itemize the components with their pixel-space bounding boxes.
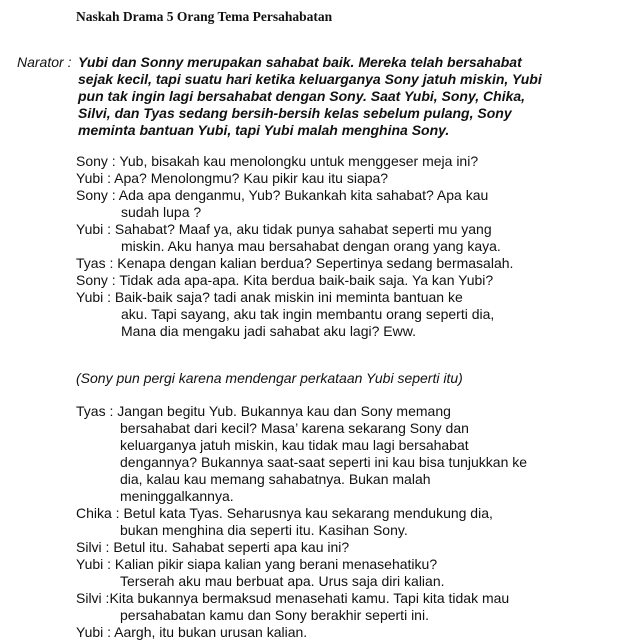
- dialog-line-text: Sony : Yub, bisakah kau menolongku untuk menggeser meja ini?: [76, 153, 479, 169]
- document-title: Naskah Drama 5 Orang Tema Persahabatan: [76, 9, 333, 24]
- dialog-line-text: Sony : Ada apa denganmu, Yub? Bukankah kita sahabat? Apa kau: [76, 187, 489, 203]
- dialog-line: [76, 624, 636, 641]
- dialog-section-2: [76, 403, 636, 641]
- narrator-paragraph: [78, 54, 578, 139]
- dialog-continuation: Terserah aku mau berbuat apa. Urus saja diri kalian.: [120, 573, 445, 589]
- dialog-line-text: Sony : Tidak ada apa-apa. Kita berdua baik-baik saja. Ya kan Yubi?: [76, 272, 494, 288]
- dialog-continuation: bersahabat dari kecil? Masa’ karena sekarang Sony dan: [120, 420, 469, 436]
- dialog-line-text: Chika : Betul kata Tyas. Seharusnya kau sekarang mendukung dia,: [76, 505, 493, 521]
- dialog-continuation: meninggalkannya.: [120, 488, 234, 504]
- dialog-line: [76, 403, 636, 505]
- dialog-line: [76, 505, 636, 539]
- narrator-line: Yubi dan Sonny merupakan sahabat baik. Mereka telah bersahabat: [78, 54, 522, 70]
- stage-direction: (Sony pun pergi karena mendengar perkataan Yubi seperti itu): [76, 370, 463, 386]
- dialog-line-text: Tyas : Kenapa dengan kalian berdua? Sepertinya sedang bermasalah.: [76, 255, 514, 271]
- dialog-line-text: Yubi : Sahabat? Maaf ya, aku tidak punya sahabat seperti mu yang: [76, 221, 492, 237]
- dialog-line-text: Silvi : Betul itu. Sahabat seperti apa kau ini?: [76, 539, 350, 555]
- dialog-line: [76, 590, 636, 624]
- dialog-line: [76, 289, 636, 340]
- dialog-continuation: keluarganya jatuh miskin, kau tidak mau lagi bersahabat: [120, 437, 469, 453]
- narrator-line: sejak kecil, tapi suatu hari ketika keluarganya Sony jatuh miskin, Yubi: [78, 71, 542, 87]
- dialog-continuation: dia, kalau kau memang sahabatnya. Bukan malah: [120, 471, 431, 487]
- dialog-line: [76, 187, 636, 221]
- dialog-line: [76, 556, 636, 590]
- dialog-line: [76, 272, 636, 289]
- dialog-line-text: Yubi : Aargh, itu bukan urusan kalian.: [76, 624, 308, 640]
- narrator-line: Silvi, dan Tyas sedang bersih-bersih kelas sebelum pulang, Sony: [78, 105, 512, 121]
- dialog-line: [76, 539, 636, 556]
- dialog-continuation: aku. Tapi sayang, aku tak ingin membantu orang seperti dia,: [121, 306, 495, 322]
- dialog-section-1: [76, 153, 636, 340]
- dialog-line-text: Tyas : Jangan begitu Yub. Bukannya kau dan Sony memang: [76, 403, 451, 419]
- dialog-line: [76, 153, 636, 170]
- dialog-continuation: bukan menghina dia seperti itu. Kasihan Sony.: [120, 522, 408, 538]
- dialog-continuation: sudah lupa ?: [121, 204, 202, 220]
- dialog-line-text: Yubi : Baik-baik saja? tadi anak miskin ini meminta bantuan ke: [76, 289, 463, 305]
- dialog-line: [76, 221, 636, 255]
- dialog-line-text: Yubi : Apa? Menolongmu? Kau pikir kau itu siapa?: [76, 170, 389, 186]
- dialog-continuation: miskin. Aku hanya mau bersahabat dengan orang yang kaya.: [121, 238, 501, 254]
- dialog-line-text: Yubi : Kalian pikir siapa kalian yang berani menasehatiku?: [76, 556, 438, 572]
- dialog-continuation: Mana dia mengaku jadi sahabat aku lagi? Eww.: [121, 323, 416, 339]
- dialog-continuation: persahabatan kamu dan Sony berakhir seperti ini.: [120, 607, 429, 623]
- dialog-line: [76, 255, 636, 272]
- dialog-line: [76, 170, 636, 187]
- narrator-line: pun tak ingin lagi bersahabat dengan Sony. Saat Yubi, Sony, Chika,: [78, 88, 526, 104]
- dialog-continuation: dengannya? Bukannya saat-saat seperti ini kau bisa tunjukkan ke: [120, 454, 528, 470]
- narrator-label: Narator :: [17, 54, 72, 70]
- narrator-line: meminta bantuan Yubi, tapi Yubi malah menghina Sony.: [78, 122, 450, 138]
- dialog-line-text: Silvi :Kita bukannya bermaksud menasehati kamu. Tapi kita tidak mau: [76, 590, 510, 606]
